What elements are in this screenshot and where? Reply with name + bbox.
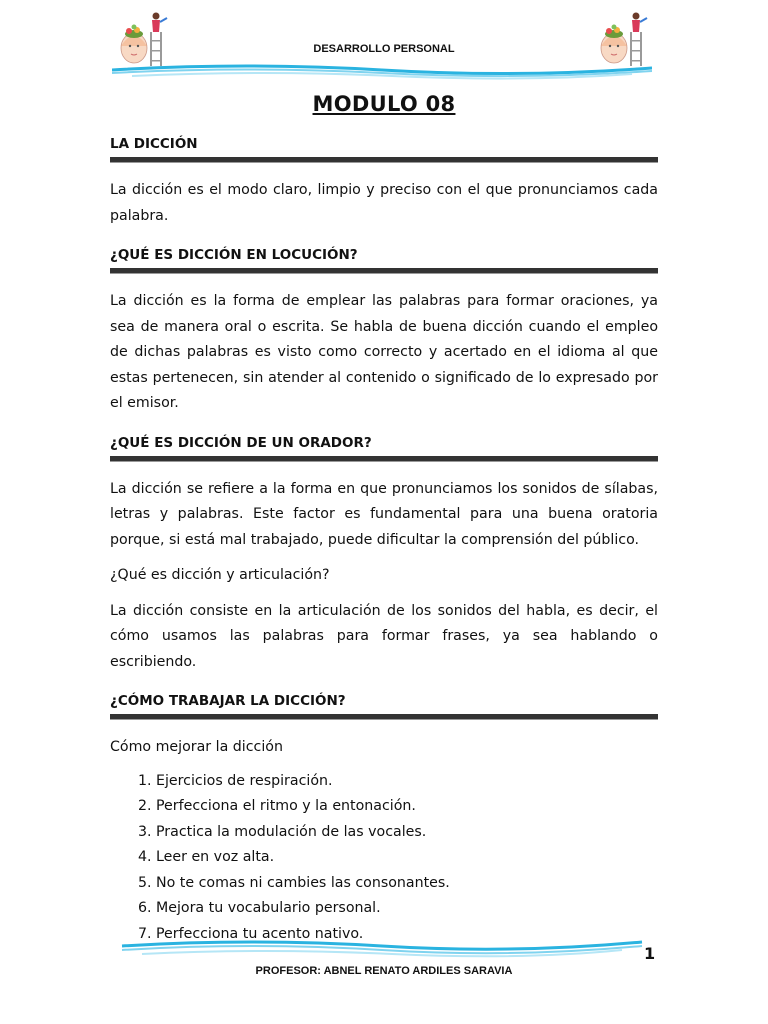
footer-professor: PROFESOR: ABNEL RENATO ARDILES SARAVIA [255,965,513,977]
module-title: MODULO 08 [312,92,456,116]
paragraph: La dicción es la forma de emplear las palabras para formar oraciones, ya sea de manera oral o escrita. Se habla de buena dicción cuando el empleo de dichas palabras es visto como correcto y acertado en el idioma al que estas pertenecen, sin atender al contenido o significado de lo expresado por el emisor. [110,293,658,411]
list-item: 3. Practica la modulación de las vocales. [156,820,658,846]
footer-wave-decoration [112,932,652,962]
section-heading: ¿QUÉ ES DICCIÓN EN LOCUCIÓN? [110,247,358,263]
heading-rule [110,157,658,163]
section-trabajar-diccion [110,685,658,947]
paragraph: La dicción se refiere a la forma en que pronunciamos los sonidos de sílabas, letras y palabras. Este factor es fundamental para una buena oratoria porque, si está mal trabajado, puede dificultar la comprensión del público. [110,480,658,548]
course-title: DESARROLLO PERSONAL [313,43,455,55]
list-item: 5. No te comas ni cambies las consonantes. [156,871,658,897]
list-item: 7. Perfecciona tu acento nativo. [156,922,658,948]
paragraph: La dicción es el modo claro, limpio y preciso con el que pronunciamos cada palabra. [110,182,658,224]
section-heading: ¿QUÉ ES DICCIÓN DE UN ORADOR? [110,434,372,451]
list-item: 4. Leer en voz alta. [156,845,658,871]
header-wave-decoration [112,58,652,82]
list-item: 1. Ejercicios de respiración. [156,769,658,795]
paragraph: ¿Qué es dicción y articulación? [110,567,330,583]
section-diccion-orador [110,427,658,676]
paragraph: La dicción consiste en la articulación de los sonidos del habla, es decir, el cómo usamos las palabras para formar frases, ya sea hablando o escribiendo. [110,602,658,670]
heading-rule [110,456,658,462]
section-heading: LA DICCIÓN [110,136,198,152]
section-heading: ¿CÓMO TRABAJAR LA DICCIÓN? [110,693,346,709]
paragraph: Cómo mejorar la dicción [110,739,283,755]
section-la-diccion [110,128,658,229]
list-item: 6. Mejora tu vocabulario personal. [156,896,658,922]
improvement-list [110,769,658,948]
list-item: 2. Perfecciona el ritmo y la entonación. [156,794,658,820]
page-number: 1 [644,944,656,963]
heading-rule [110,268,658,274]
section-diccion-locucion [110,239,658,417]
heading-rule [110,714,658,720]
document-body [110,128,658,947]
